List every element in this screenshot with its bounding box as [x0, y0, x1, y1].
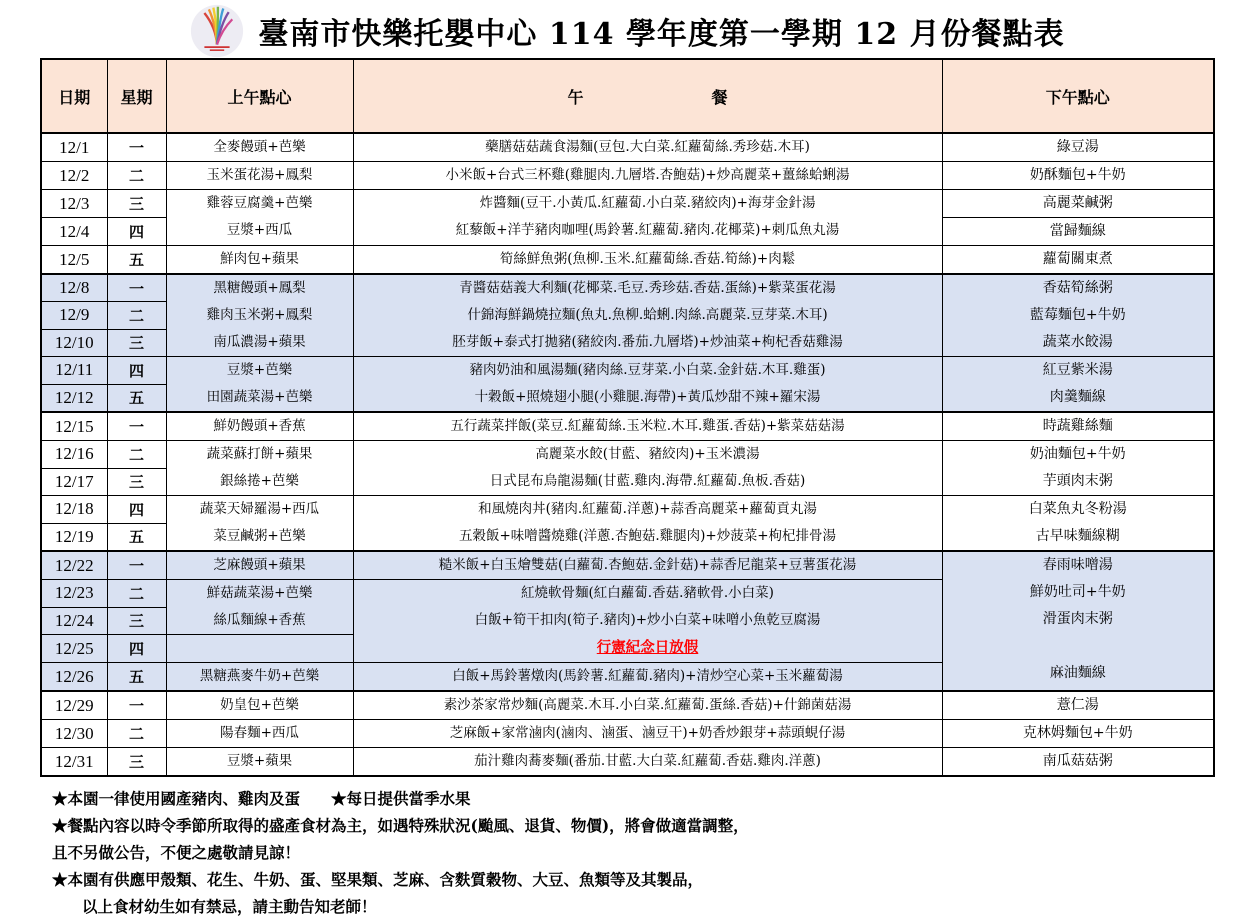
- date-cell: 12/1: [41, 133, 107, 162]
- date-cell: 12/16: [41, 441, 107, 469]
- afternoon-snack-cell: [942, 720, 1214, 748]
- weekday-cell: 二: [107, 162, 166, 190]
- menu-item: 薏仁湯: [1056, 697, 1099, 713]
- morning-snack-cell: [166, 274, 353, 357]
- date-cell: 12/17: [41, 468, 107, 496]
- lunch-cell: [353, 551, 942, 580]
- menu-item: 黑糖燕麥牛奶+芭樂: [199, 668, 320, 684]
- morning-snack-cell: [166, 748, 353, 777]
- weekday-cell: 五: [107, 384, 166, 412]
- morning-snack-cell: [166, 190, 353, 246]
- afternoon-snack-cell: [942, 691, 1214, 720]
- weekday-cell: 四: [107, 635, 166, 663]
- afternoon-snack-cell: [942, 246, 1214, 275]
- morning-snack-cell: [166, 635, 353, 663]
- page-title: 臺南市快樂托嬰中心 114 學年度第一學期 12 月份餐點表: [258, 17, 1065, 52]
- menu-item: 滑蛋肉末粥: [1042, 611, 1113, 627]
- table-row: [41, 441, 1214, 469]
- date-cell: 12/4: [41, 218, 107, 246]
- menu-item: 奶皇包+芭樂: [220, 697, 299, 713]
- menu-item: 時蔬雞絲麵: [1042, 418, 1113, 434]
- lunch-cell: [353, 691, 942, 720]
- morning-snack-cell: [166, 133, 353, 162]
- table-wrap: [40, 58, 1213, 777]
- menu-item: 菜豆鹹粥+芭樂: [213, 528, 306, 544]
- holiday-notice: 行憲紀念日放假: [596, 639, 699, 656]
- afternoon-snack-cell: [942, 412, 1214, 441]
- menu-item: 蔬菜水餃湯: [1042, 334, 1113, 350]
- date-cell: 12/5: [41, 246, 107, 275]
- lunch-cell: [353, 190, 942, 246]
- table-row: [41, 412, 1214, 441]
- lunch-cell: [353, 133, 942, 162]
- header-row: [41, 59, 1214, 133]
- table-row: [41, 190, 1214, 218]
- date-cell: 12/9: [41, 302, 107, 330]
- menu-item: 雞蓉豆腐羹+芭樂: [206, 195, 313, 211]
- menu-table: [40, 58, 1215, 777]
- menu-item: [167, 635, 353, 662]
- morning-snack-cell: [166, 496, 353, 552]
- date-cell: 12/23: [41, 580, 107, 608]
- date-cell: 12/2: [41, 162, 107, 190]
- menu-item: 田園蔬菜湯+芭樂: [206, 389, 313, 405]
- table-row: [41, 246, 1214, 275]
- afternoon-snack-cell: [942, 748, 1214, 777]
- weekday-cell: 三: [107, 190, 166, 218]
- weekday-cell: 一: [107, 274, 166, 302]
- menu-item: 什錦海鮮鍋燒拉麵(魚丸.魚柳.蛤蜊.肉絲.高麗菜.豆芽菜.木耳): [467, 307, 828, 323]
- table-row: [41, 274, 1214, 302]
- date-cell: 12/8: [41, 274, 107, 302]
- menu-item: 日式昆布烏龍湯麵(甘藍.雞肉.海帶.紅蘿蔔.魚板.香菇): [489, 473, 806, 489]
- menu-item: 古早味麵線糊: [1035, 528, 1120, 544]
- weekday-cell: 一: [107, 133, 166, 162]
- menu-item: 南瓜菇菇粥: [1042, 753, 1113, 769]
- morning-snack-cell: [166, 663, 353, 692]
- afternoon-snack-cell: [942, 357, 1214, 413]
- weekday-cell: 二: [107, 302, 166, 330]
- menu-item: 白飯+馬鈴薯燉肉(馬鈴薯.紅蘿蔔.豬肉)+清炒空心菜+玉米蘿蔔湯: [452, 668, 843, 684]
- morning-snack-cell: [166, 551, 353, 580]
- date-cell: 12/18: [41, 496, 107, 524]
- menu-item: 素沙茶家常炒麵(高麗菜.木耳.小白菜.紅蘿蔔.蛋絲.香菇)+什錦菌菇湯: [443, 697, 852, 713]
- morning-snack-cell: [166, 720, 353, 748]
- menu-item: 肉羹麵線: [1049, 389, 1106, 405]
- date-cell: 12/11: [41, 357, 107, 385]
- weekday-cell: 五: [107, 246, 166, 275]
- menu-item: 白菜魚丸冬粉湯: [1028, 501, 1127, 517]
- header-afternoon-snack: 下午點心: [942, 59, 1214, 133]
- menu-item: 豆漿+西瓜: [226, 222, 293, 238]
- weekday-cell: 二: [107, 720, 166, 748]
- date-cell: 12/3: [41, 190, 107, 218]
- weekday-cell: 五: [107, 663, 166, 692]
- date-cell: 12/31: [41, 748, 107, 777]
- lunch-cell: [353, 720, 942, 748]
- menu-item: 蔬菜天婦羅湯+西瓜: [199, 501, 320, 517]
- menu-item: 克林姆麵包+牛奶: [1022, 725, 1133, 741]
- menu-item: 糙米飯+白玉燴雙菇(白蘿蔔.杏鮑菇.金針菇)+蒜香尼龍菜+豆薯蛋花湯: [438, 557, 857, 573]
- menu-item: 蔬菜蘇打餅+蘋果: [206, 446, 313, 462]
- menu-item: 南瓜濃湯+蘋果: [213, 334, 306, 350]
- afternoon-snack-cell: [942, 551, 1214, 691]
- weekday-cell: 四: [107, 357, 166, 385]
- menu-item: 麻油麵線: [1049, 665, 1106, 681]
- note-line: ★餐點內容以時令季節所取得的盛產食材為主，如遇特殊狀況(颱風、退貨、物價)，將會做適當調整，: [52, 816, 749, 835]
- weekday-cell: 二: [107, 580, 166, 608]
- table-row: [41, 691, 1214, 720]
- weekday-cell: 四: [107, 496, 166, 524]
- menu-item: 藍莓麵包+牛奶: [1029, 307, 1126, 323]
- logo-script-line: [205, 46, 230, 48]
- lunch-cell: [353, 246, 942, 275]
- header-lunch: 午 餐: [353, 59, 942, 133]
- menu-item: 芋頭肉末粥: [1042, 473, 1113, 489]
- center-logo: [190, 4, 244, 58]
- menu-item: 奶酥麵包+牛奶: [1029, 167, 1126, 183]
- menu-item: 紅豆紫米湯: [1042, 362, 1113, 378]
- date-cell: 12/22: [41, 551, 107, 580]
- title-bar: [20, 0, 1235, 58]
- menu-item: 高麗菜水餃(甘藍、豬絞肉)+玉米濃湯: [535, 446, 760, 462]
- date-cell: 12/15: [41, 412, 107, 441]
- menu-item: 茄汁雞肉蕎麥麵(番茄.甘藍.大白菜.紅蘿蔔.香菇.雞肉.洋蔥): [474, 753, 821, 769]
- weekday-cell: 一: [107, 691, 166, 720]
- menu-item: 五行蔬菜拌飯(菜豆.紅蘿蔔絲.玉米粒.木耳.雞蛋.香菇)+紫菜菇菇湯: [450, 418, 845, 434]
- footer-notes: [52, 785, 1215, 920]
- logo-script-line: [210, 49, 224, 50]
- lunch-cell: [353, 496, 942, 552]
- date-cell: 12/19: [41, 523, 107, 551]
- morning-snack-cell: [166, 162, 353, 190]
- table-row: [41, 748, 1214, 777]
- date-cell: 12/12: [41, 384, 107, 412]
- table-row: [41, 357, 1214, 385]
- menu-item: 綠豆湯: [1056, 139, 1099, 155]
- lunch-cell: [353, 412, 942, 441]
- menu-item: 藥膳菇菇蔬食湯麵(豆包.大白菜.紅蘿蔔絲.秀珍菇.木耳): [485, 139, 810, 155]
- menu-item: 豆漿+蘋果: [226, 753, 293, 769]
- menu-item: 雞肉玉米粥+鳳梨: [206, 307, 313, 323]
- menu-item: 炸醬麵(豆干.小黃瓜.紅蘿蔔.小白菜.豬絞肉)+海芽金針湯: [479, 195, 816, 211]
- menu-item: 高麗菜鹹粥: [1042, 195, 1113, 211]
- menu-item: 十穀飯+照燒翅小腿(小雞腿.海帶)+黃瓜炒甜不辣+羅宋湯: [474, 389, 821, 405]
- menu-item: 當歸麵線: [1049, 223, 1106, 239]
- afternoon-snack-cell: [942, 162, 1214, 190]
- menu-item: 黑糖饅頭+鳳梨: [213, 280, 306, 296]
- menu-item: 芝麻饅頭+蘋果: [213, 557, 306, 573]
- menu-item: 芝麻飯+家常滷肉(滷肉、滷蛋、滷豆干)+奶香炒銀芽+蒜頭蜆仔湯: [449, 725, 846, 741]
- morning-snack-cell: [166, 441, 353, 496]
- menu-item: 小米飯+台式三杯雞(雞腿肉.九層塔.杏鮑菇)+炒高麗菜+薑絲蛤蜊湯: [445, 167, 850, 183]
- afternoon-snack-cell: [942, 190, 1214, 218]
- note-line: 以上食材幼生如有禁忌，請主動告知老師！: [82, 897, 377, 916]
- header-date: 日期: [41, 59, 107, 133]
- weekday-cell: 一: [107, 412, 166, 441]
- lunch-cell: [353, 580, 942, 663]
- menu-item: 絲瓜麵線+香蕉: [213, 612, 306, 628]
- menu-item: 紅燒軟骨麵(紅白蘿蔔.香菇.豬軟骨.小白菜): [521, 585, 774, 601]
- menu-item: 陽春麵+西瓜: [220, 725, 299, 741]
- menu-item: 豆漿+芭樂: [226, 362, 293, 378]
- weekday-cell: 三: [107, 329, 166, 357]
- afternoon-snack-cell: [942, 496, 1214, 552]
- table-row: [41, 162, 1214, 190]
- menu-item: 白飯+筍干扣肉(筍子.豬肉)+炒小白菜+味噌小魚乾豆腐湯: [474, 612, 821, 628]
- weekday-cell: 三: [107, 468, 166, 496]
- menu-item: 胚芽飯+泰式打拋豬(豬絞肉.番茄.九層塔)+炒油菜+枸杞香菇雞湯: [452, 334, 843, 350]
- afternoon-snack-cell: [942, 441, 1214, 496]
- morning-snack-cell: [166, 580, 353, 635]
- note-line: ★本園一律使用國產豬肉、雞肉及蛋 ★每日提供當季水果: [52, 789, 471, 808]
- morning-snack-cell: [166, 412, 353, 441]
- menu-item: 蘿蔔關東煮: [1042, 251, 1113, 267]
- menu-item: 春雨味噌湯: [1042, 557, 1113, 573]
- weekday-cell: 二: [107, 441, 166, 469]
- lunch-cell: [353, 748, 942, 777]
- note-line: ★本園有供應甲殼類、花生、牛奶、蛋、堅果類、芝麻、含麩質穀物、大豆、魚類等及其製品，: [52, 870, 704, 889]
- menu-item: 紅藜飯+洋芋豬肉咖哩(馬鈴薯.紅蘿蔔.豬肉.花椰菜)+刺瓜魚丸湯: [455, 222, 840, 238]
- note-line: 且不另做公告，不便之處敬請見諒！: [52, 843, 301, 862]
- morning-snack-cell: [166, 246, 353, 275]
- date-cell: 12/25: [41, 635, 107, 663]
- menu-item: 鮮奶饅頭+香蕉: [213, 418, 306, 434]
- afternoon-snack-cell: [942, 274, 1214, 357]
- menu-item: 全麥饅頭+芭樂: [213, 139, 306, 155]
- table-row: [41, 720, 1214, 748]
- menu-item: [943, 633, 1214, 660]
- weekday-cell: 三: [107, 748, 166, 777]
- header-morning-snack: 上午點心: [166, 59, 353, 133]
- menu-item: 香菇筍絲粥: [1042, 280, 1113, 296]
- date-cell: 12/10: [41, 329, 107, 357]
- menu-item: 鮮奶吐司+牛奶: [1029, 584, 1126, 600]
- lunch-cell: [353, 274, 942, 357]
- date-cell: 12/29: [41, 691, 107, 720]
- weekday-cell: 三: [107, 607, 166, 635]
- lunch-cell: [353, 357, 942, 413]
- date-cell: 12/24: [41, 607, 107, 635]
- menu-item: 奶油麵包+牛奶: [1029, 446, 1126, 462]
- header-weekday: 星期: [107, 59, 166, 133]
- weekday-cell: 四: [107, 218, 166, 246]
- lunch-cell: [353, 162, 942, 190]
- weekday-cell: 一: [107, 551, 166, 580]
- morning-snack-cell: [166, 691, 353, 720]
- menu-item: 青醬菇菇義大利麵(花椰菜.毛豆.秀珍菇.香菇.蛋絲)+紫菜蛋花湯: [459, 280, 836, 296]
- weekday-cell: 五: [107, 523, 166, 551]
- table-row: [41, 133, 1214, 162]
- menu-item: 鮮菇蔬菜湯+芭樂: [206, 585, 313, 601]
- lunch-cell: [353, 663, 942, 692]
- menu-item: 豬肉奶油和風湯麵(豬肉絲.豆芽菜.小白菜.金針菇.木耳.雞蛋): [469, 362, 826, 378]
- date-cell: 12/30: [41, 720, 107, 748]
- afternoon-snack-cell: [942, 218, 1214, 246]
- afternoon-snack-cell: [942, 133, 1214, 162]
- table-row: [41, 496, 1214, 524]
- menu-item: 五穀飯+味噌醬燒雞(洋蔥.杏鮑菇.雞腿肉)+炒菠菜+枸杞排骨湯: [458, 528, 837, 544]
- table-row: [41, 551, 1214, 580]
- menu-item: 筍絲鮮魚粥(魚柳.玉米.紅蘿蔔絲.香菇.筍絲)+肉鬆: [499, 251, 796, 267]
- menu-item: 和風燒肉丼(豬肉.紅蘿蔔.洋蔥)+蒜香高麗菜+蘿蔔貢丸湯: [478, 501, 817, 517]
- date-cell: 12/26: [41, 663, 107, 692]
- menu-item: 玉米蛋花湯+鳳梨: [206, 167, 313, 183]
- lunch-cell: [353, 441, 942, 496]
- menu-item: 鮮肉包+蘋果: [220, 251, 299, 267]
- morning-snack-cell: [166, 357, 353, 413]
- menu-item: 銀絲捲+芭樂: [220, 473, 299, 489]
